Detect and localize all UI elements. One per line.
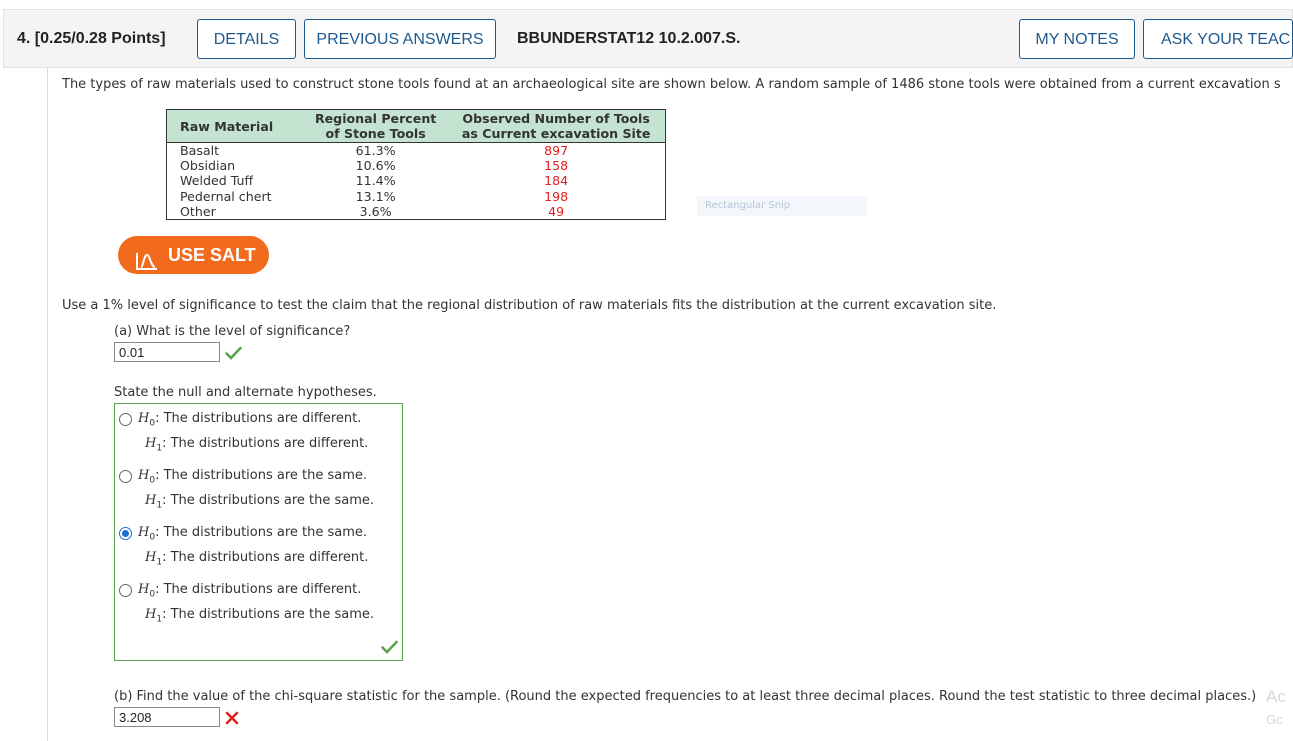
question-intro-text: The types of raw materials used to construct stone tools found at an archaeological site are shown below. A random sample of 1486 stone tools were obtained from a current excavation s [62, 77, 1281, 92]
cell-material: Obsidian [180, 158, 236, 174]
part-a-correct-check-icon [225, 346, 242, 360]
details-button[interactable]: DETAILS [197, 19, 296, 59]
use-salt-label: USE SALT [168, 245, 256, 265]
option-3-h0 [138, 525, 367, 543]
cell-percent: 13.1% [355, 188, 396, 204]
faded-snip-label: Rectangular Snip [697, 196, 867, 216]
question-left-rule [47, 68, 48, 741]
h1-symbol: H [145, 607, 157, 622]
h1-symbol: H [145, 436, 157, 451]
option-1-h0-text: : The distributions are different. [155, 411, 362, 426]
option-2-h1 [145, 493, 374, 511]
option-3-h1-text: : The distributions are different. [162, 550, 369, 565]
h0-symbol: H [138, 468, 150, 483]
hypothesis-radio-2[interactable] [119, 470, 132, 483]
cell-percent: 11.4% [355, 173, 396, 189]
cell-material: Welded Tuff [180, 173, 254, 189]
option-2-h0 [138, 468, 367, 486]
use-salt-button[interactable] [118, 236, 269, 274]
option-1-h0 [138, 411, 361, 429]
option-4-h0-text: : The distributions are different. [155, 582, 362, 597]
hypothesis-radio-3-selected[interactable] [119, 527, 132, 540]
cell-percent: 3.6% [359, 203, 392, 219]
h0-symbol: H [138, 525, 150, 540]
table-row [167, 158, 666, 173]
h1-sub: 1 [156, 500, 163, 511]
cell-material: Other [180, 203, 216, 219]
h0-sub: 0 [149, 589, 156, 600]
h0-sub: 0 [149, 532, 156, 543]
header-regional-percent-line1: Regional Percent [314, 111, 437, 126]
cell-observed: 897 [544, 143, 569, 158]
table-header-row [167, 110, 666, 143]
h1-sub: 1 [156, 557, 163, 568]
option-1-h1 [145, 436, 368, 454]
previous-answers-button[interactable]: PREVIOUS ANSWERS [304, 19, 496, 59]
h1-symbol: H [145, 550, 157, 565]
h1-sub: 1 [156, 443, 163, 454]
option-2-h0-text: : The distributions are the same. [155, 468, 368, 483]
header-observed-number [447, 110, 665, 143]
header-regional-percent-line2: of Stone Tools [325, 126, 426, 141]
table-row [167, 143, 666, 159]
part-b-incorrect-x-icon [225, 711, 239, 725]
hypothesis-radio-1[interactable] [119, 413, 132, 426]
table-row [167, 204, 666, 220]
cell-percent: 61.3% [355, 143, 396, 158]
salt-graph-icon [136, 245, 158, 283]
option-1-h1-text: : The distributions are different. [162, 436, 369, 451]
header-regional-percent [304, 110, 447, 143]
cell-material: Basalt [180, 143, 220, 158]
raw-materials-table [166, 109, 666, 220]
h0-sub: 0 [149, 418, 156, 429]
ask-your-teacher-button[interactable]: ASK YOUR TEAC [1143, 19, 1293, 59]
cell-observed: 49 [548, 203, 565, 219]
cell-observed: 198 [544, 188, 569, 204]
h1-sub: 1 [156, 614, 163, 625]
header-observed-number-line2: as Current excavation Site [461, 126, 651, 141]
assignment-code: BBUNDERSTAT12 10.2.007.S. [517, 30, 741, 47]
hypotheses-correct-check-icon [381, 640, 398, 654]
table-row [167, 189, 666, 204]
cell-observed: 184 [544, 173, 569, 189]
header-observed-number-line1: Observed Number of Tools [462, 111, 650, 126]
question-number [17, 30, 166, 48]
header-raw-material: Raw Material [167, 110, 305, 143]
h1-symbol: H [145, 493, 157, 508]
part-a-answer-input[interactable] [114, 342, 220, 362]
option-3-h1 [145, 550, 368, 568]
question-points: [0.25/0.28 Points] [34, 30, 166, 47]
hypothesis-radio-4[interactable] [119, 584, 132, 597]
option-4-h1-text: : The distributions are the same. [162, 607, 375, 622]
h0-symbol: H [138, 582, 150, 597]
option-4-h0 [138, 582, 361, 600]
clipped-right-text-bottom: Gc [1266, 712, 1283, 727]
clipped-right-text-top: Ac [1266, 687, 1286, 706]
claim-text: Use a 1% level of significance to test the claim that the regional distribution of raw materials fits the distribution at the current excavation site. [62, 298, 997, 313]
option-3-h0-text: : The distributions are the same. [155, 525, 368, 540]
option-4-h1 [145, 607, 374, 625]
h0-sub: 0 [149, 475, 156, 486]
my-notes-button[interactable]: MY NOTES [1019, 19, 1135, 59]
cell-material: Pedernal chert [180, 188, 272, 204]
part-a-question: (a) What is the level of significance? [114, 324, 351, 339]
hypotheses-prompt: State the null and alternate hypotheses. [114, 385, 377, 400]
table-row [167, 173, 666, 188]
part-b-question: (b) Find the value of the chi-square statistic for the sample. (Round the expected frequencies to at least three decimal places. Round the test statistic to three decimal places.) [114, 689, 1257, 704]
h0-symbol: H [138, 411, 150, 426]
option-2-h1-text: : The distributions are the same. [162, 493, 375, 508]
cell-percent: 10.6% [355, 158, 396, 174]
question-number-text: 4. [17, 30, 31, 47]
cell-observed: 158 [544, 158, 569, 174]
part-b-answer-input[interactable] [114, 707, 220, 727]
